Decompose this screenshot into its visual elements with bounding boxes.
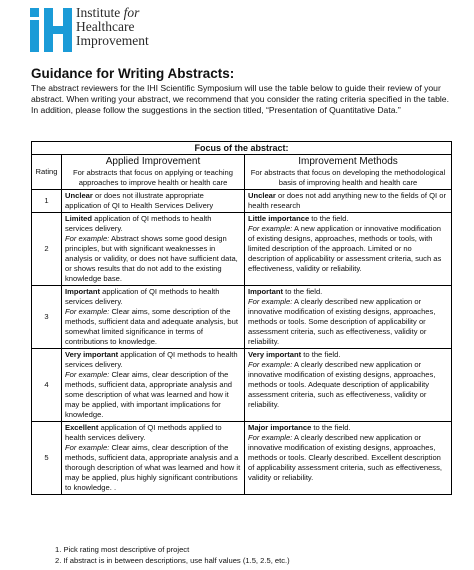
applied-improvement-header — [62, 155, 245, 190]
rating-number: 4 — [32, 349, 62, 422]
methods-cell: Important to the field. For example: A clearly described new application or innovative modification of existing designs, approaches, methods or tools. Some description of applicability or assessment criteria, such as effectiveness, validity or reliability. — [245, 286, 452, 349]
footnote-2: 2. If abstract is in between descriptions, use half values (1.5, 2.5, etc.) — [55, 555, 290, 565]
table-row — [32, 190, 452, 213]
applied-cell: Excellent application of QI methods applied to health services delivery. For example: Clear aims, clear description of the methods, sufficient data, appropriate analysis and a thorough description of what was learned and how it may be applied, plus highly significant contributions to knowledge. . — [62, 422, 245, 495]
footnotes — [55, 545, 290, 566]
rating-number: 5 — [32, 422, 62, 495]
intro-paragraph: The abstract reviewers for the IHI Scientific Symposium will use the table below to guide their review of your abstract. When writing your abstract, we recommend that you consider the rating criteria specified in the table. In addition, please follow the suggestions in the section titled, “Presentation of Quantitative Data.” — [31, 83, 449, 116]
table-row — [32, 286, 452, 349]
applied-cell: Very important application of QI methods to health services delivery. For example: Clear aims, clear description of the methods, sufficient data, appropriate analysis and some description of what was learned and how it may be applied, with important implications for knowledge. — [62, 349, 245, 422]
applied-cell: Important application of QI methods to health services delivery. For example: Clear aims, some description of the methods, sufficient data and adequate analysis, but somewhat limited significance in terms of contributions to knowledge. — [62, 286, 245, 349]
applied-cell: Limited application of QI methods to health services delivery. For example: Abstract shows some good design principles, but with significant weaknesses in analysis or validity, or does not have sufficient data, or shows results that do not add to the existing knowledge base. — [62, 213, 245, 286]
logo-wordmark: Institute for Healthcare Improvement — [76, 5, 149, 48]
rating-number: 3 — [32, 286, 62, 349]
applied-improvement-subtitle: For abstracts that focus on applying or teaching approaches to improve health or health care — [73, 168, 233, 187]
improvement-methods-header — [245, 155, 452, 190]
applied-improvement-title: Applied Improvement — [105, 156, 201, 167]
ihi-logo-mark-icon — [30, 8, 72, 52]
footnote-1: 1. Pick rating most descriptive of project — [55, 545, 190, 554]
ihi-logo — [30, 6, 170, 56]
improvement-methods-subtitle: For abstracts that focus on developing the methodological basis of improving health and health care — [250, 168, 446, 187]
methods-cell: Very important to the field. For example: A clearly described new application or innovative modification of existing designs, approaches, methods or tools. Adequate description of applicability assessment criteria, such as effectiveness, validity or reliability. — [245, 349, 452, 422]
methods-cell: Unclear or does not add anything new to the fields of QI or health research — [245, 190, 452, 213]
table-row — [32, 349, 452, 422]
rating-number: 1 — [32, 190, 62, 213]
rating-header: Rating — [32, 155, 62, 190]
focus-header: Focus of the abstract: — [32, 142, 452, 155]
rating-number: 2 — [32, 213, 62, 286]
table-row — [32, 422, 452, 495]
methods-cell: Major importance to the field. For example: A clearly described new application or innovative modification of existing designs, approaches, methods or tools. Clearly described. Excellent description of applicability assessment criteria, such as effectiveness, validity or reliability. — [245, 422, 452, 495]
rating-table — [31, 141, 452, 495]
table-row — [32, 213, 452, 286]
page-title: Guidance for Writing Abstracts: — [31, 66, 235, 81]
applied-cell: Unclear or does not illustrate appropriate application of QI to Health Services Delivery — [62, 190, 245, 213]
methods-cell: Little importance to the field. For example: A new application or innovative modification of existing designs, approaches, methods or tools, with limited description of the approach. Limited or no description of applicability or assessment criteria, such as effectiveness, validity or reliability. — [245, 213, 452, 286]
improvement-methods-title: Improvement Methods — [298, 156, 398, 167]
